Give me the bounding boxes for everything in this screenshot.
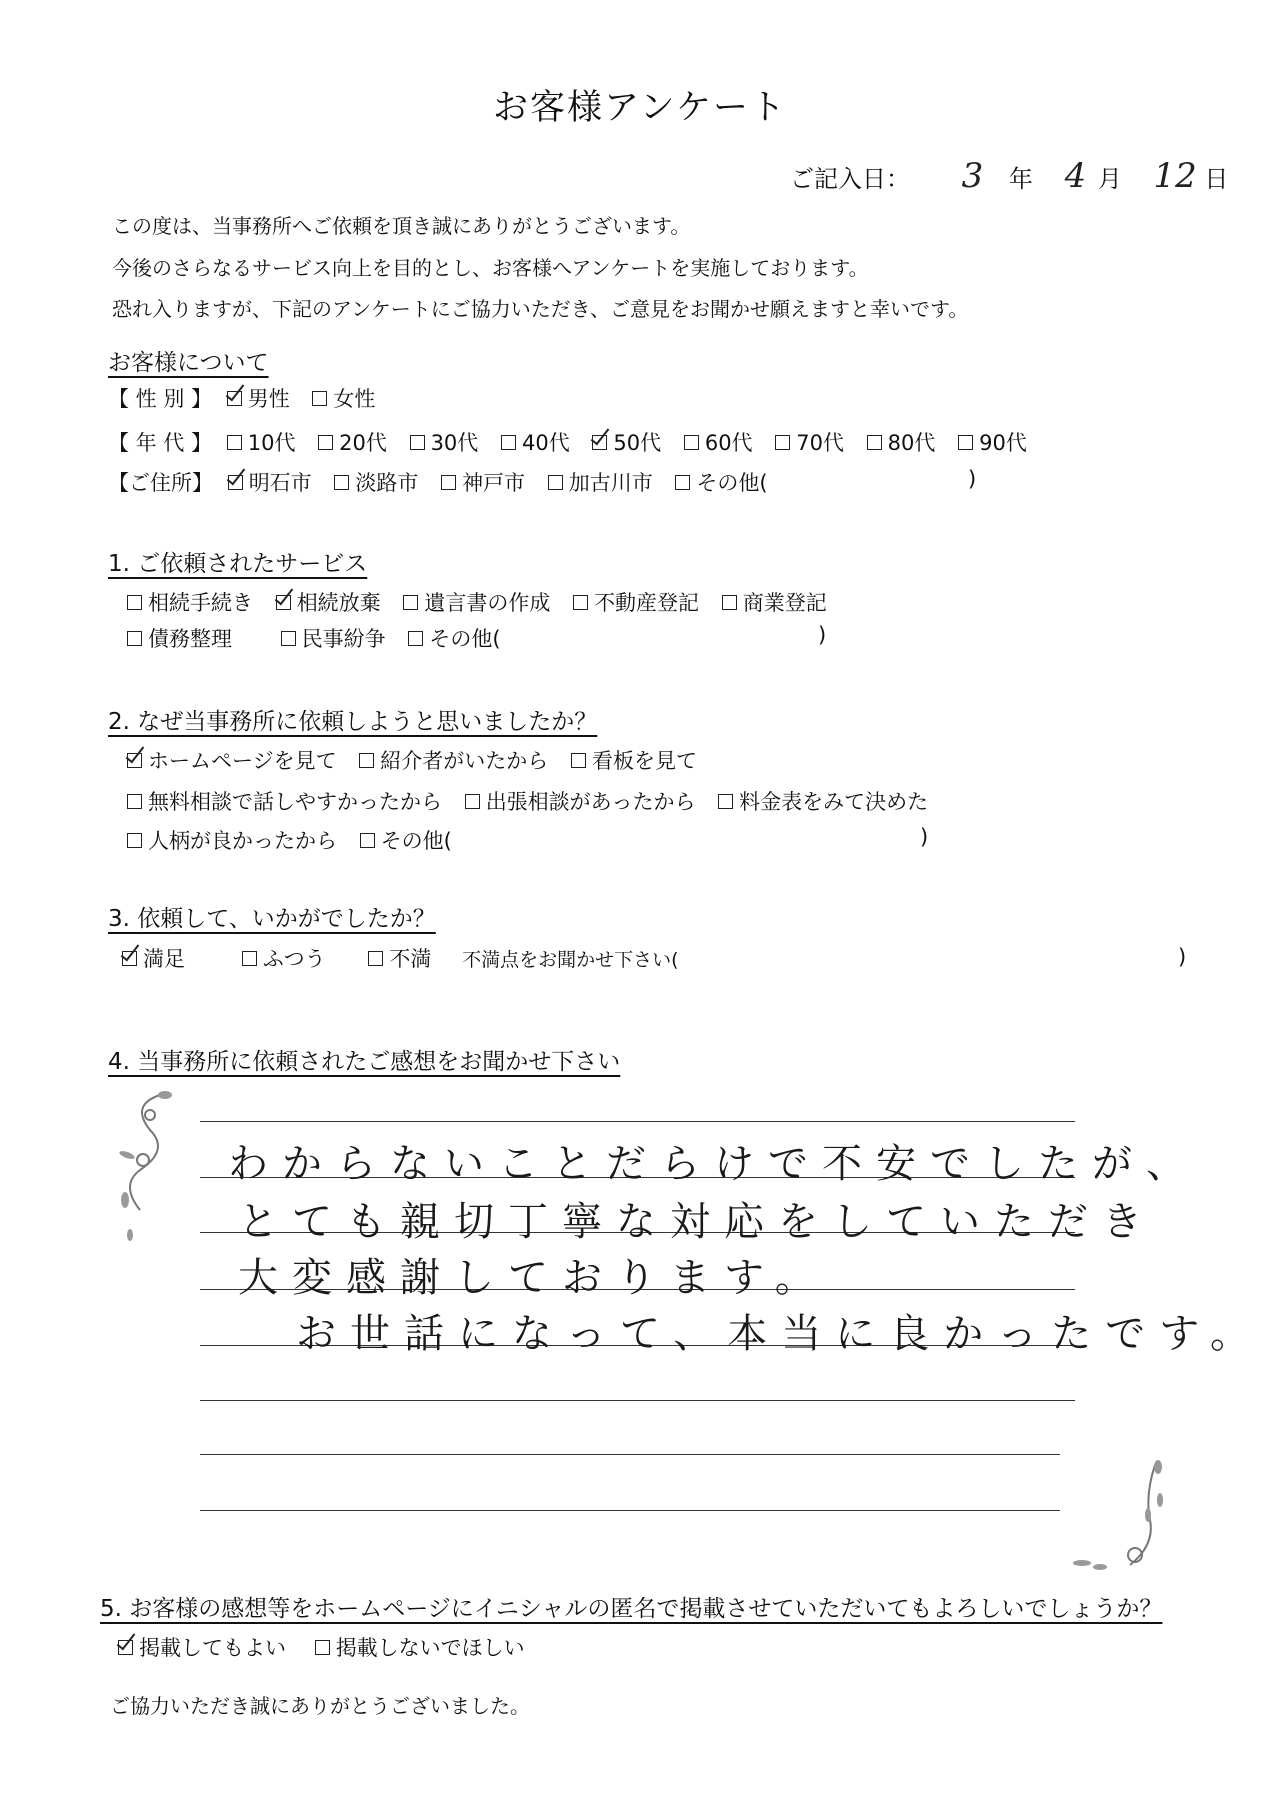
service-other[interactable]: その他( — [408, 623, 500, 653]
age-20s-option[interactable]: 20代 — [318, 427, 387, 457]
address-kakogawa-option[interactable]: 加古川市 — [548, 467, 653, 497]
checkbox[interactable] — [312, 391, 327, 406]
q1-row-1 — [127, 587, 843, 617]
rating-average[interactable]: ふつう — [242, 943, 326, 973]
gender-male-option[interactable]: 男性 — [227, 383, 290, 413]
answer-line-7 — [200, 1454, 1060, 1455]
checkbox-checked[interactable] — [227, 391, 242, 406]
gender-row: 【 性 別 】 男性 女性 — [108, 383, 391, 413]
service-debt-consolidation[interactable]: 債務整理 — [127, 623, 232, 653]
q2-row-2 — [127, 786, 944, 816]
rating-dissatisfied[interactable]: 不満 — [368, 943, 431, 973]
rating-satisfied[interactable]: 満足 — [122, 943, 185, 973]
reason-fee-table[interactable]: 料金表をみて決めた — [718, 786, 928, 816]
section-customer-heading: お客様について — [108, 350, 269, 376]
date-label: ご記入日： — [790, 165, 910, 193]
reason-free-consultation[interactable]: 無料相談で話しやすかったから — [127, 786, 442, 816]
service-inheritance-renunciation[interactable]: 相続放棄 — [276, 587, 381, 617]
age-90s-option[interactable]: 90代 — [958, 427, 1027, 457]
service-other-close: ) — [818, 623, 827, 647]
handwritten-answer-line-2[interactable]: とても親切丁寧な対応をしていただき — [238, 1199, 1156, 1245]
address-other-close: ) — [968, 467, 977, 491]
q2-heading: 2. なぜ当事務所に依頼しようと思いましたか？ — [108, 709, 598, 735]
age-70s-option[interactable]: 70代 — [775, 427, 844, 457]
publish-allowed[interactable]: 掲載してもよい — [118, 1632, 286, 1662]
reason-other[interactable]: その他( — [360, 825, 452, 855]
age-50s-option[interactable]: 50代 — [592, 427, 661, 457]
handwritten-answer-line-4[interactable]: お世話になって、本当に良かったです。 — [296, 1311, 1264, 1357]
intro-line-3: 恐れ入りますが、下記のアンケートにご協力いただき、ご意見をお聞かせ願えますと幸いです。 — [112, 297, 969, 321]
q1-heading: 1. ご依頼されたサービス — [108, 551, 368, 577]
page-title: お客様アンケート — [493, 88, 787, 128]
entry-date: ご記入日： 3 年 4 月 12 日 — [790, 156, 1229, 196]
service-inheritance-procedure[interactable]: 相続手続き — [127, 587, 253, 617]
date-year[interactable]: 3 — [961, 156, 984, 196]
floral-ornament-right-icon — [1060, 1455, 1170, 1585]
closing-message: ご協力いただき誠にありがとうございました。 — [110, 1694, 530, 1718]
service-will-creation[interactable]: 遺言書の作成 — [403, 587, 550, 617]
q3-row — [122, 943, 678, 973]
answer-line-8 — [200, 1510, 1060, 1511]
handwritten-answer-line-1[interactable]: わからないことだらけで不安でしたが、 — [228, 1141, 1200, 1187]
age-60s-option[interactable]: 60代 — [684, 427, 753, 457]
publish-not-allowed[interactable]: 掲載しないでほしい — [315, 1632, 525, 1662]
reason-signboard[interactable]: 看板を見て — [571, 745, 697, 775]
address-other-option[interactable]: その他( — [675, 467, 767, 497]
age-10s-option[interactable]: 10代 — [227, 427, 296, 457]
intro-line-1: この度は、当事務所へご依頼を頂き誠にありがとうございます。 — [112, 214, 691, 238]
age-row: 【 年 代 】 10代 20代 30代 40代 50代 60代 70代 80代 90代 — [108, 427, 1043, 457]
q1-row-2 — [127, 623, 517, 653]
q2-row-3 — [127, 825, 468, 855]
q5-heading: 5. お客様の感想等をホームページにイニシャルの匿名で掲載させていただいてもよろしいでしょうか？ — [100, 1596, 1163, 1622]
dissatisfaction-prompt: 不満点をお聞かせ下さい( — [462, 949, 679, 971]
dissatisfaction-close: ) — [1178, 945, 1187, 969]
answer-line-1 — [200, 1121, 1075, 1122]
date-day[interactable]: 12 — [1153, 156, 1197, 196]
gender-female-option[interactable]: 女性 — [312, 383, 375, 413]
age-40s-option[interactable]: 40代 — [501, 427, 570, 457]
reason-visit-consultation[interactable]: 出張相談があったから — [465, 786, 696, 816]
address-awaji-option[interactable]: 淡路市 — [334, 467, 418, 497]
q4-heading: 4. 当事務所に依頼されたご感想をお聞かせ下さい — [108, 1049, 621, 1075]
age-30s-option[interactable]: 30代 — [410, 427, 479, 457]
date-month[interactable]: 4 — [1064, 156, 1087, 196]
service-real-estate-registration[interactable]: 不動産登記 — [573, 587, 699, 617]
address-kobe-option[interactable]: 神戸市 — [441, 467, 525, 497]
age-80s-option[interactable]: 80代 — [867, 427, 936, 457]
address-akashi-option[interactable]: 明石市 — [228, 467, 312, 497]
reason-other-close: ) — [920, 825, 929, 849]
answer-line-6 — [200, 1400, 1075, 1401]
address-row: 【ご住所】 明石市 淡路市 神戸市 加古川市 その他( — [108, 467, 784, 497]
service-civil-dispute[interactable]: 民事紛争 — [281, 623, 386, 653]
handwritten-answer-line-3[interactable]: 大変感謝しております。 — [238, 1255, 829, 1301]
q2-row-1 — [127, 745, 713, 775]
q3-heading: 3. 依頼して、いかがでしたか？ — [108, 906, 436, 932]
service-commercial-registration[interactable]: 商業登記 — [722, 587, 827, 617]
reason-homepage[interactable]: ホームページを見て — [127, 745, 337, 775]
reason-referral[interactable]: 紹介者がいたから — [359, 745, 548, 775]
q5-row — [118, 1632, 541, 1662]
intro-line-2: 今後のさらなるサービス向上を目的とし、お客様へアンケートを実施しております。 — [112, 256, 869, 280]
reason-personality[interactable]: 人柄が良かったから — [127, 825, 337, 855]
floral-ornament-left-icon — [115, 1085, 185, 1255]
